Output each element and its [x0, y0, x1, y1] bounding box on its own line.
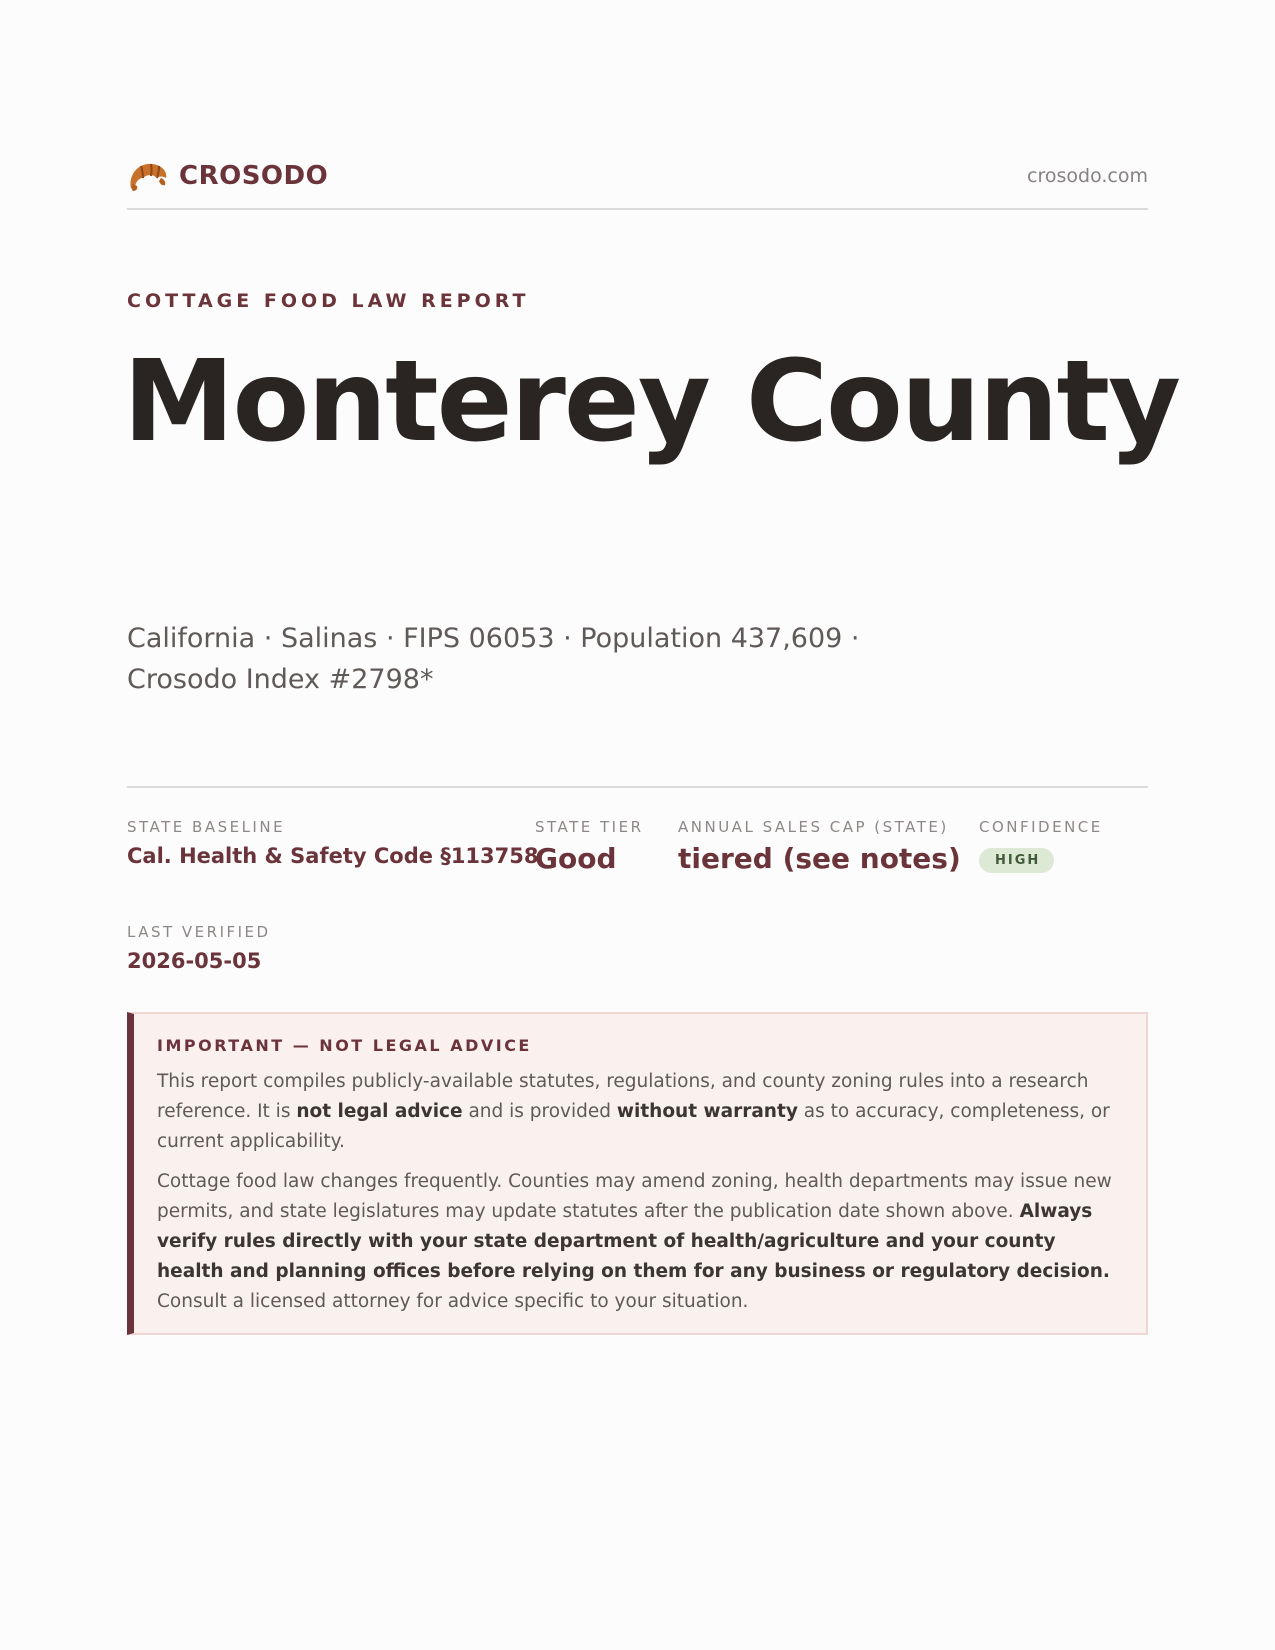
fact-label: LAST VERIFIED — [127, 923, 271, 941]
fact-value: Good — [535, 842, 617, 875]
confidence-badge: HIGH — [979, 848, 1054, 873]
county-meta — [127, 618, 887, 700]
county-title: Monterey County — [123, 337, 1179, 467]
disclaimer-text: Cottage food law changes frequently. Counties may amend zoning, health departments may issue new permits, and state legislatures may update statutes after the publication date shown above. — [157, 1171, 1112, 1222]
croissant-icon — [127, 158, 169, 194]
disclaimer-emphasis: Always verify rules directly with your state department of health/agriculture and your county health and planning offices before relying on them for any business or regulatory decision. — [157, 1201, 1110, 1282]
fact-sales-cap — [678, 818, 961, 875]
fact-label: ANNUAL SALES CAP (STATE) — [678, 818, 949, 836]
site-url-link[interactable]: crosodo.com — [1027, 165, 1148, 187]
disclaimer-emphasis: not legal advice — [296, 1101, 463, 1122]
fact-value: 2026-05-05 — [127, 949, 262, 973]
fact-value: Cal. Health & Safety Code §113758 — [127, 844, 539, 868]
fact-value: tiered (see notes) — [678, 842, 961, 875]
disclaimer-text: as to accuracy, completeness, or current applicability. — [157, 1101, 1110, 1152]
fact-state-baseline — [127, 818, 539, 868]
county-meta-line-1: California · Salinas · FIPS 06053 · Population 437,609 · — [127, 623, 860, 654]
brand[interactable] — [127, 158, 328, 194]
fact-state-tier — [535, 818, 644, 875]
report-type-label: COTTAGE FOOD LAW REPORT — [127, 290, 530, 312]
disclaimer-text: Consult a licensed attorney for advice specific to your situation. — [157, 1291, 749, 1312]
fact-label: CONFIDENCE — [979, 818, 1103, 836]
report-page — [123, 0, 1179, 1650]
disclaimer-text: and is provided — [462, 1101, 617, 1122]
report-header — [127, 158, 1148, 210]
fact-last-verified — [127, 923, 271, 973]
county-meta-line-2: Crosodo Index #2798* — [127, 664, 434, 695]
disclaimer-paragraph-2 — [157, 1167, 1120, 1317]
legal-disclaimer — [127, 1012, 1148, 1335]
disclaimer-title: IMPORTANT — NOT LEGAL ADVICE — [157, 1036, 532, 1055]
fact-label: STATE TIER — [535, 818, 644, 836]
fact-label: STATE BASELINE — [127, 818, 286, 836]
fact-confidence — [979, 818, 1103, 873]
disclaimer-text: This report compiles publicly-available statutes, regulations, and county zoning rules into a research reference. It is — [157, 1071, 1089, 1122]
disclaimer-paragraph-1 — [157, 1067, 1120, 1157]
brand-name: CROSODO — [179, 161, 329, 191]
section-divider — [127, 786, 1148, 788]
disclaimer-emphasis: without warranty — [616, 1101, 798, 1122]
